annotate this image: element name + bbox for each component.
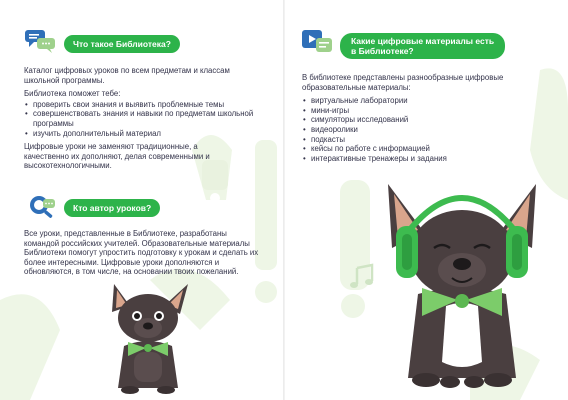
list-item: • симуляторы исследований [311, 115, 542, 125]
list-item: • изучить дополнительный материал [33, 129, 264, 139]
list-item: • кейсы по работе с информацией [311, 144, 542, 154]
list-item: • мини-игры [311, 106, 542, 116]
section1-helps-list [24, 100, 264, 138]
deco-exclaim-hole [210, 193, 220, 203]
deco-exclamation-dot-left [255, 281, 277, 303]
section1-body [24, 66, 264, 175]
media-player-icon [300, 28, 334, 54]
section1-helps-label: Библиотека поможет тебе: [24, 89, 121, 99]
list-item: • проверить свои знания и выявить проблемные темы [33, 100, 264, 110]
section-title-who-is-author: Кто автор уроков? [64, 199, 160, 217]
section-title-materials-line2: в Библиотеке? [351, 46, 414, 56]
section1-note: Цифровые уроки не заменяют традиционные, а качественно их дополняют, делая современными и высокотехнологичными. [24, 142, 210, 171]
small-dog-illustration [100, 276, 195, 396]
dog-with-headphones-illustration [378, 172, 546, 392]
chat-bubbles-icon [24, 28, 60, 54]
music-notes-icon [348, 262, 378, 292]
section2-text: Все уроки, представленные в Библиотеке, разработаны командой российских учителей. Образовательные материалы Библиотеки помогут упростить подготовку к урокам и сделать их более интересными. Цифровые уроки дополняются и обновляются, в том числе, на основании твоих пожеланий. [24, 229, 259, 277]
deco-dot-right [341, 294, 365, 318]
list-item: • подкасты [311, 135, 542, 145]
list-item: • виртуальные лаборатории [311, 96, 542, 106]
section-title-materials [340, 33, 505, 59]
section-title-materials-line1: Какие цифровые материалы есть [351, 36, 495, 46]
right-intro: В библиотеке представлены разнообразные цифровые образовательные материалы: [302, 73, 504, 92]
materials-list [302, 96, 542, 163]
section2-body [24, 229, 264, 281]
right-section-body [302, 73, 542, 167]
search-magnifier-icon [27, 195, 59, 219]
section1-intro: Каталог цифровых уроков по всем предметам и классам школьной программы. [24, 66, 230, 85]
list-item: • видеоролики [311, 125, 542, 135]
list-item: • совершенствовать знания и навыки по предметам школьной программы [33, 109, 264, 128]
list-item: • интерактивные тренажеры и задания [311, 154, 542, 164]
page-fold [283, 0, 285, 400]
section-title-what-is-library: Что такое Библиотека? [64, 35, 180, 53]
